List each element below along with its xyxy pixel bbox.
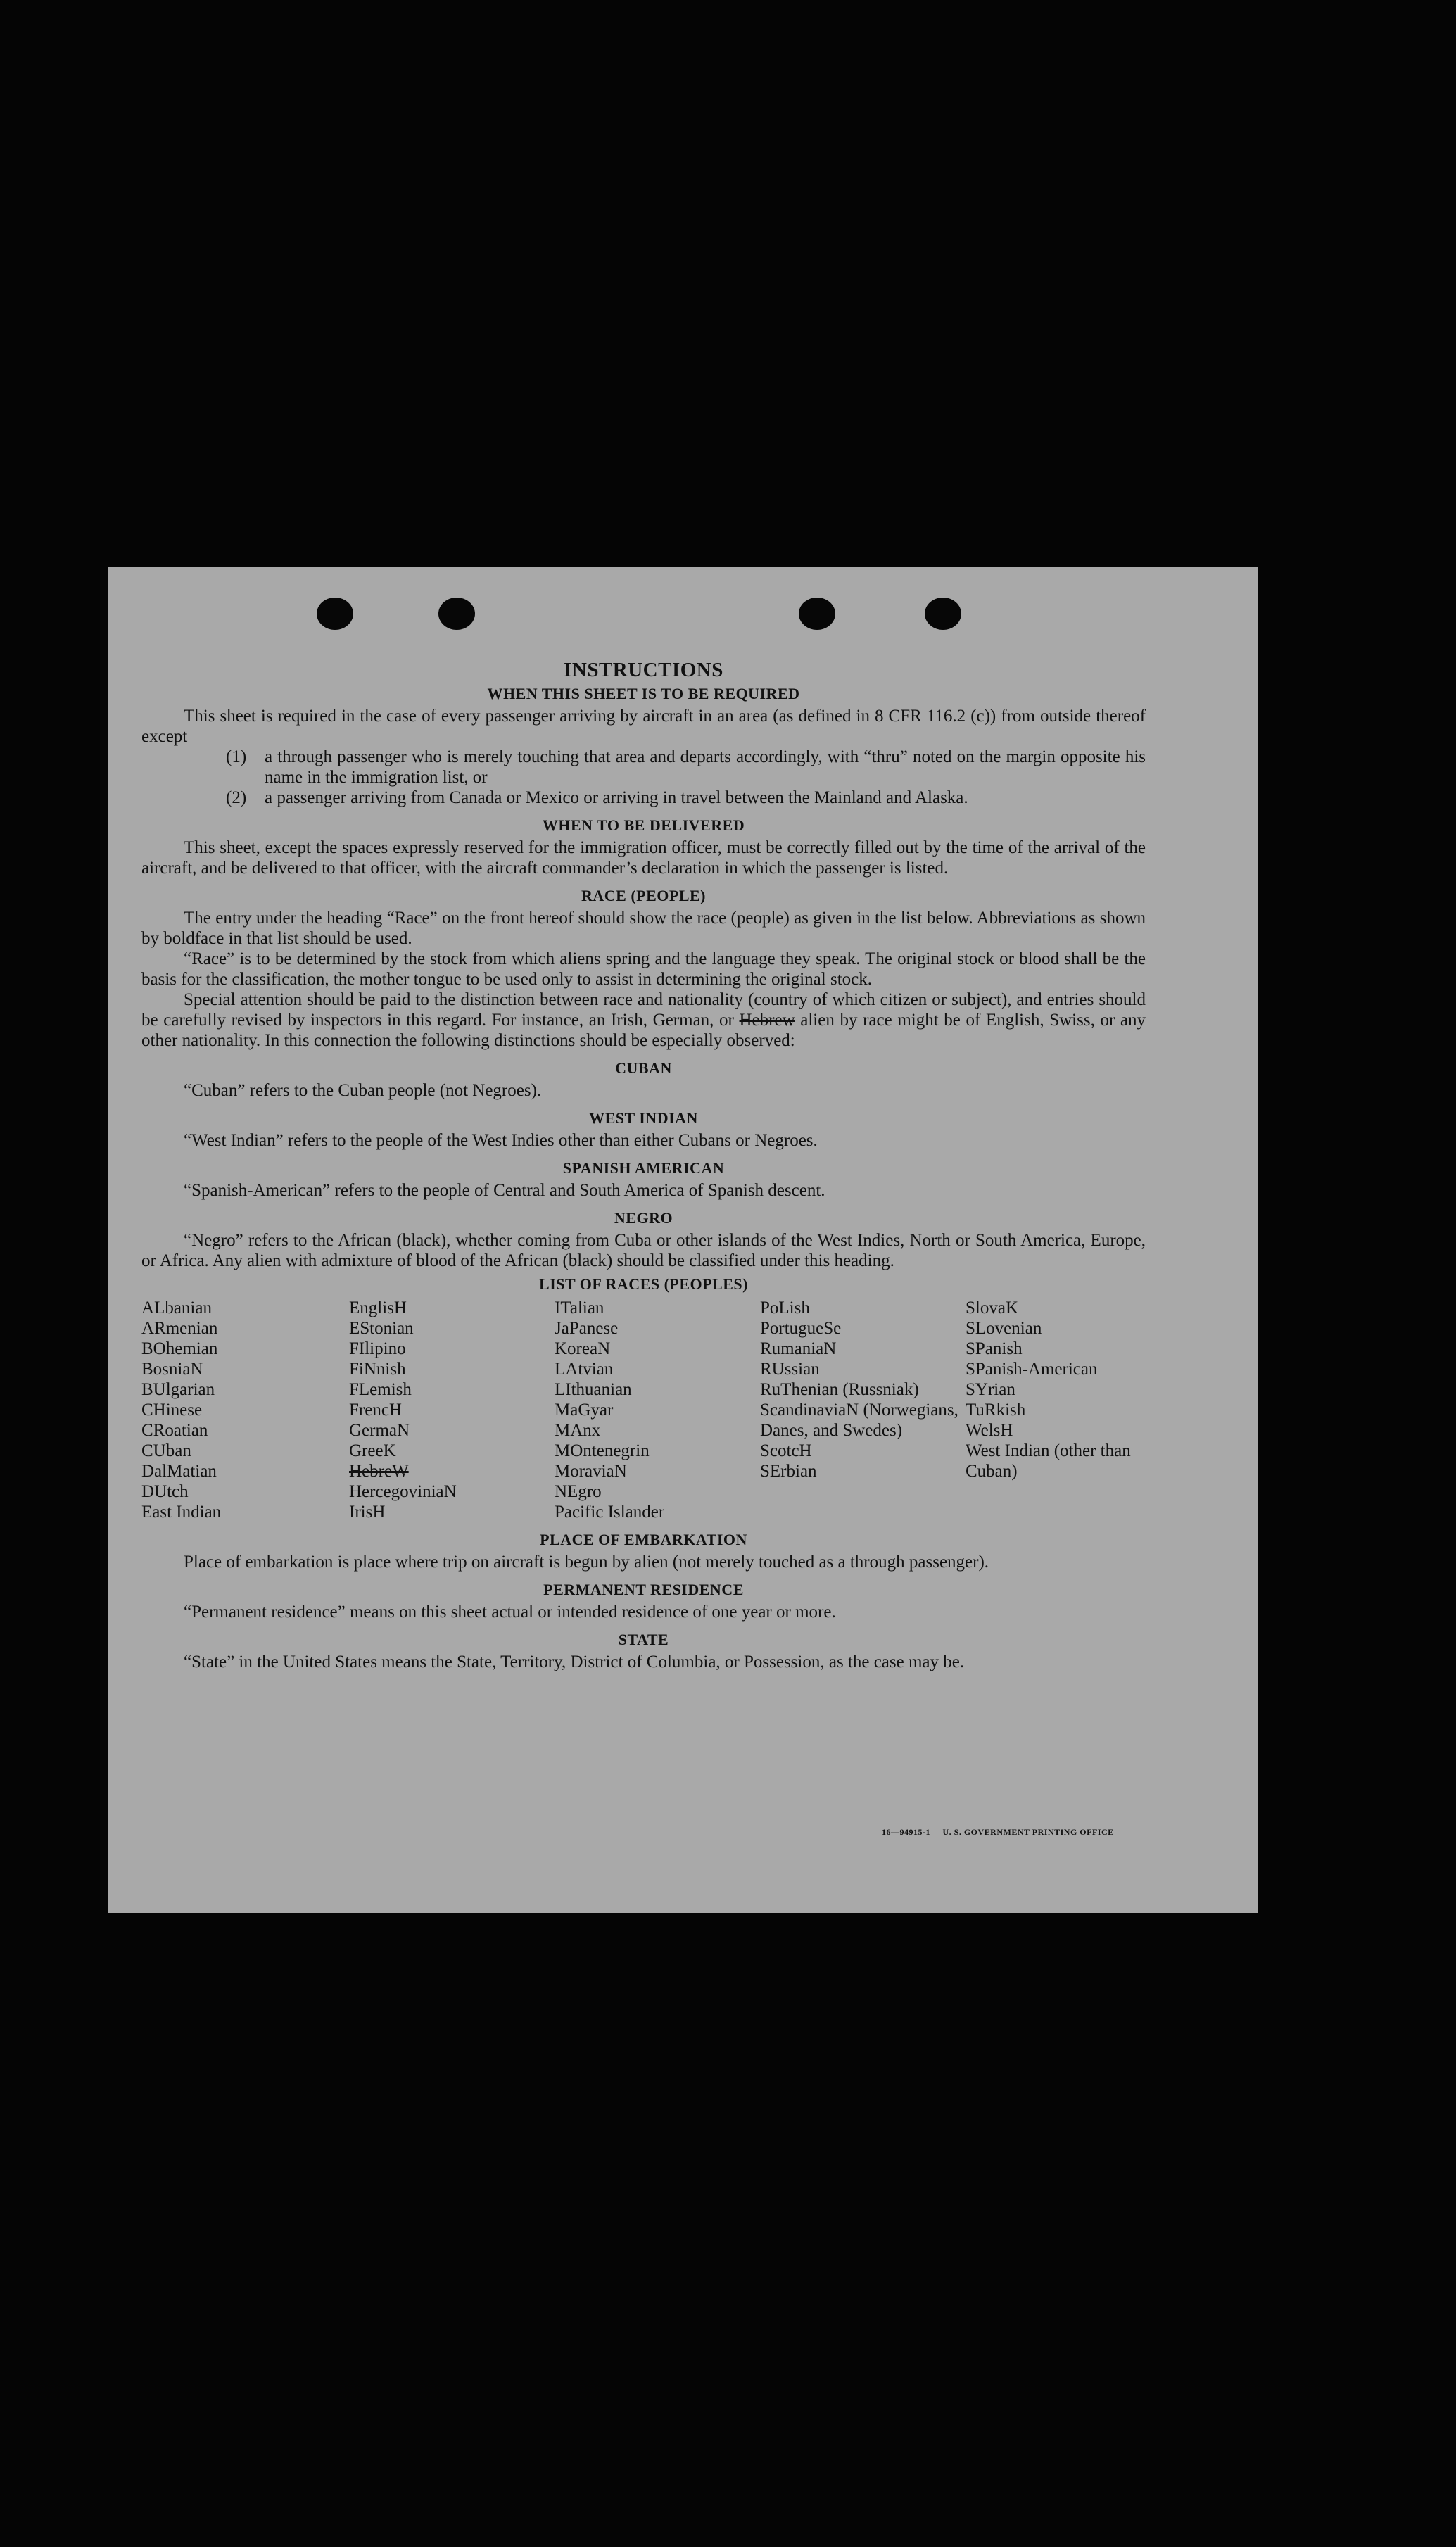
- punch-hole: [799, 598, 835, 630]
- heading-west-indian: WEST INDIAN: [589, 1109, 698, 1127]
- race-entry: ARmenian: [141, 1319, 218, 1338]
- race-entry: LAtvian: [555, 1360, 614, 1379]
- negro-text: “Negro” refers to the African (black), whether coming from Cuba or other islands of the West Indies, North or South America, Europe, or Africa. Any alien with admixture of blood of the African (black) should be classified under this heading.: [141, 1231, 1146, 1270]
- heading-permanent-residence: PERMANENT RESIDENCE: [543, 1581, 744, 1598]
- heading-embarkation: PLACE OF EMBARKATION: [540, 1531, 747, 1548]
- race-entry: BUlgarian: [141, 1380, 215, 1399]
- race-entry: ScotcH: [760, 1441, 812, 1460]
- exception-item: [141, 788, 1146, 808]
- punch-hole: [438, 598, 475, 630]
- race-entry: EnglisH: [349, 1298, 407, 1317]
- exception-text: a through passenger who is merely touching that area and departs accordingly, with “thru” noted on the margin opposite his name in the immigration list, or: [265, 747, 1146, 787]
- race-entry: ALbanian: [141, 1298, 212, 1317]
- heading-negro: NEGRO: [614, 1209, 673, 1227]
- race-paragraph-3: [141, 990, 1146, 1051]
- race-entry: CUban: [141, 1441, 191, 1460]
- race-entry: EStonian: [349, 1319, 414, 1338]
- punch-hole: [925, 598, 961, 630]
- race-entry: MOntenegrin: [555, 1441, 650, 1460]
- race-entry: MAnx: [555, 1421, 601, 1440]
- race-entry: Pacific Islander: [555, 1503, 665, 1522]
- heading-state: STATE: [618, 1631, 669, 1648]
- exception-number: (1): [226, 747, 247, 766]
- race-entry: PortugueSe: [760, 1319, 842, 1338]
- west-indian-text: “West Indian” refers to the people of the West Indies other than either Cubans or Negroes.: [184, 1131, 818, 1150]
- race-entry: SLovenian: [966, 1319, 1042, 1338]
- race-entry: LIthuanian: [555, 1380, 632, 1399]
- race-entry: ScandinaviaN (Norwegians, Danes, and Swedes): [760, 1401, 958, 1440]
- page-title: INSTRUCTIONS: [564, 659, 723, 681]
- heading-when-delivered: WHEN TO BE DELIVERED: [542, 816, 745, 834]
- race-entry: RuThenian (Russniak): [760, 1380, 919, 1399]
- race-column: [760, 1298, 966, 1522]
- race-p3-start: Special attention should be paid to the distinction between race and nationality (country of which citizen or subject), and entries should be carefully revised by inspectors in this regard. For instance, an Irish, German, or: [141, 990, 1146, 1030]
- race-entry: RUssian: [760, 1360, 820, 1379]
- race-entry: GreeK: [349, 1441, 396, 1460]
- race-entry: GermaN: [349, 1421, 410, 1440]
- race-entry: TuRkish: [966, 1401, 1026, 1420]
- race-entry: WelsH: [966, 1421, 1013, 1440]
- instruction-sheet: [108, 567, 1258, 1913]
- race-paragraph-1: The entry under the heading “Race” on the front hereof should show the race (people) as given in the list below. Abbreviations as shown by boldface in that list should be used.: [141, 909, 1146, 948]
- spanish-american-text: “Spanish-American” refers to the people of Central and South America of Spanish descent.: [184, 1181, 825, 1200]
- race-entry: DalMatian: [141, 1462, 217, 1481]
- struck-word: Hebrew: [739, 1011, 795, 1030]
- race-column: [141, 1298, 349, 1522]
- heading-when-required: WHEN THIS SHEET IS TO BE REQUIRED: [487, 685, 800, 702]
- race-paragraph-2: “Race” is to be determined by the stock from which aliens spring and the language they speak. The original stock or blood shall be the basis for the classification, the mother tongue to be used only to assist in determining the original stock.: [141, 949, 1146, 989]
- race-entry: SPanish: [966, 1339, 1023, 1358]
- state-text: “State” in the United States means the State, Territory, District of Columbia, or Possession, as the case may be.: [184, 1652, 965, 1671]
- race-entry: SErbian: [760, 1462, 817, 1481]
- race-entry: BOhemian: [141, 1339, 218, 1358]
- race-entry: KoreaN: [555, 1339, 611, 1358]
- cuban-text: “Cuban” refers to the Cuban people (not Negroes).: [184, 1081, 542, 1100]
- race-entry: PoLish: [760, 1298, 810, 1317]
- race-entry: ITalian: [555, 1298, 604, 1317]
- race-entry: West Indian (other than Cuban): [966, 1441, 1131, 1481]
- race-entry-struck: HebreW: [349, 1462, 409, 1481]
- race-entry: FiNnish: [349, 1360, 406, 1379]
- form-number: 16—94915-1: [882, 1827, 930, 1837]
- race-entry: CHinese: [141, 1401, 203, 1420]
- race-column: [966, 1298, 1141, 1522]
- printer-name: U. S. GOVERNMENT PRINTING OFFICE: [942, 1827, 1114, 1837]
- embarkation-text: Place of embarkation is place where trip on aircraft is begun by alien (not merely touched as a through passenger).: [184, 1553, 989, 1572]
- race-p3-end: alien by race might be of English, Swiss, or any other nationality. In this connection the following distinctions should be especially observed:: [141, 1011, 1146, 1050]
- heading-list-of-races: LIST OF RACES (PEOPLES): [539, 1275, 748, 1293]
- race-entry: MaGyar: [555, 1401, 614, 1420]
- race-column: [555, 1298, 760, 1522]
- race-entry: East Indian: [141, 1503, 222, 1522]
- when-required-intro: This sheet is required in the case of every passenger arriving by aircraft in an area (as defined in 8 CFR 116.2 (c)) from outside thereof except: [141, 707, 1146, 746]
- race-entry: FrencH: [349, 1401, 402, 1420]
- race-entry: SlovaK: [966, 1298, 1018, 1317]
- heading-spanish-american: SPANISH AMERICAN: [562, 1159, 725, 1177]
- race-entry: FLemish: [349, 1380, 412, 1399]
- race-entry: FIlipino: [349, 1339, 406, 1358]
- race-entry: CRoatian: [141, 1421, 208, 1440]
- races-list: [141, 1298, 1146, 1522]
- residence-text: “Permanent residence” means on this sheet actual or intended residence of one year or more.: [184, 1603, 836, 1622]
- race-entry: RumaniaN: [760, 1339, 837, 1358]
- printer-imprint: [882, 1827, 1114, 1838]
- punch-hole: [317, 598, 353, 630]
- heading-cuban: CUBAN: [615, 1059, 672, 1077]
- race-entry: HercegoviniaN: [349, 1482, 457, 1501]
- when-delivered-text: This sheet, except the spaces expressly reserved for the immigration officer, must be correctly filled out by the time of the arrival of the aircraft, and be delivered to that officer, with the aircraft commander’s declaration in which the passenger is listed.: [141, 838, 1146, 878]
- race-entry: NEgro: [555, 1482, 602, 1501]
- race-entry: JaPanese: [555, 1319, 619, 1338]
- race-column: [349, 1298, 555, 1522]
- exception-item: [141, 747, 1146, 788]
- race-entry: MoraviaN: [555, 1462, 627, 1481]
- race-entry: DUtch: [141, 1482, 189, 1501]
- race-entry: SPanish-American: [966, 1360, 1098, 1379]
- race-entry: BosniaN: [141, 1360, 203, 1379]
- heading-race: RACE (PEOPLE): [581, 887, 706, 904]
- exception-number: (2): [226, 788, 247, 807]
- race-entry: SYrian: [966, 1380, 1015, 1399]
- exception-text: a passenger arriving from Canada or Mexico or arriving in travel between the Mainland and Alaska.: [265, 788, 968, 807]
- race-entry: IrisH: [349, 1503, 386, 1522]
